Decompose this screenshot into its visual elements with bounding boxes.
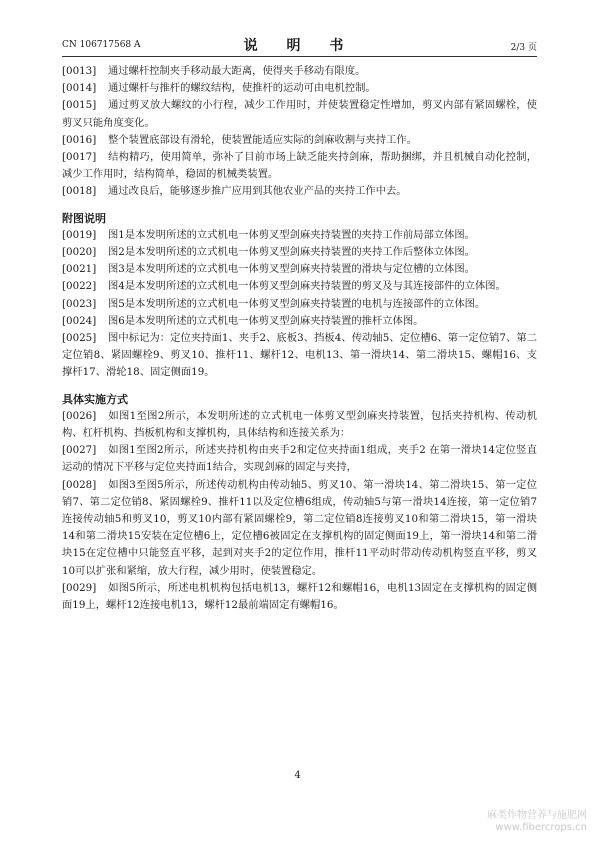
paragraph (62, 227, 537, 244)
paragraph-number: [0022] (62, 280, 97, 293)
paragraph-text: 图2是本发明所述的立式机电一体剪叉型剑麻夹持装置的夹持工作后整体立体图。 (108, 246, 475, 259)
paragraph-number: [0013] (62, 65, 97, 77)
section-heading-figures: 附图说明 (62, 211, 106, 225)
paragraph (62, 63, 537, 80)
paragraph-text: 如图5所示，所述电机机构包括电机13，螺杆12和螺帽16，电机13固定在支撑机构的固定侧面19上，螺杆12连接电机13，螺杆12最前端固定有螺帽16。 (62, 581, 537, 612)
paragraph-group-benefits (62, 63, 537, 201)
paragraph-number: [0015] (62, 99, 97, 112)
paragraph-number: [0023] (62, 297, 97, 310)
paragraph (62, 477, 537, 580)
paragraph-number: [0014] (62, 82, 97, 95)
paragraph-text: 图1是本发明所述的立式机电一体剪叉型剑麻夹持装置的夹持工作前局部立体图。 (108, 228, 475, 241)
paragraph-text: 整个装置底部设有滑轮，使装置能适应实际的剑麻收割与夹持工作。 (108, 133, 417, 146)
paragraph-number: [0019] (62, 228, 97, 241)
paragraph-text: 通过螺杆与推杆的螺纹结构，使推杆的运动可由电机控制。 (108, 82, 376, 95)
paragraph (62, 149, 537, 183)
paragraph-text: 图中标记为：定位夹持面1、夹手2、底板3、挡板4、传动轴5、定位槽6、第一定位销7、第二定位销8、紧固螺栓9、剪叉10、推杆11、螺杆12、电机13、第一滑块14、第二滑块15、螺帽16、支撑杆17、滑轮18、固定侧面19。 (62, 332, 537, 379)
page-number: 4 (294, 770, 301, 781)
paragraph-number: [0024] (62, 314, 97, 327)
paragraph-text: 如图1至图2所示，本发明所述的立式机电一体剪叉型剑麻夹持装置，包括夹持机构、传动机构、杠杆机构、挡板机构和支撑机构，具体结构和连接关系为： (62, 409, 537, 440)
watermark-site-name: 麻类作物营养与施肥网 (487, 810, 587, 821)
paragraph-number: [0026] (62, 409, 97, 422)
paragraph (62, 183, 537, 200)
page-of-indicator: 2/3 页 (510, 43, 537, 53)
paragraph-number: [0020] (62, 246, 97, 259)
paragraph-text: 如图1至图2所示，所述夹持机构由夹手2和定位夹持面1组成，夹手2 在第一滑块14定位竖直运动的情况下平移与定位夹持面1结合，实现剑麻的固定与夹持， (62, 444, 537, 474)
paragraph-text: 通过剪叉放大螺纹的小行程，减少工作用时，并使装置稳定性增加，剪叉内部有紧固螺栓，使剪叉只能角度变化。 (62, 99, 537, 129)
paragraph-number: [0027] (62, 444, 97, 457)
paragraph-group-figures (62, 227, 537, 382)
paragraph (62, 97, 537, 131)
section-heading-embodiment: 具体实施方式 (62, 392, 128, 406)
paragraph-number: [0016] (62, 133, 97, 146)
paragraph-number: [0025] (62, 332, 97, 345)
paragraph (62, 442, 537, 476)
paragraph (62, 244, 537, 261)
paragraph (62, 580, 537, 614)
paragraph-text: 图6是本发明所述的立式机电一体剪叉型剑麻夹持装置的推杆立体图。 (108, 314, 424, 327)
document-number: CN 106717568 A (62, 40, 141, 50)
site-watermark (487, 810, 587, 834)
document-title: 说 明 书 (243, 38, 356, 54)
paragraph (62, 261, 537, 278)
paragraph-text: 图3是本发明所述的立式机电一体剪叉型剑麻夹持装置的滑块与定位槽的立体图。 (108, 263, 475, 276)
paragraph (62, 313, 537, 330)
document-body (62, 63, 537, 614)
paragraph-text: 图4是本发明所述的立式机电一体剪叉型剑麻夹持装置的剪叉及与其连接部件的立体图。 (108, 280, 506, 293)
paragraph-number: [0017] (62, 151, 97, 164)
paragraph-number: [0018] (62, 185, 97, 198)
paragraph (62, 296, 537, 313)
paragraph (62, 80, 537, 97)
paragraph-text: 如图3至图5所示，所述传动机构由传动轴5、剪叉10、第一滑块14、第二滑块15、第一定位销7、第二定位销8、紧固螺栓9、推杆11以及定位槽6组成，传动轴5与第一滑块14连接，第一定位销7连接传动轴5和剪叉10，剪叉10内部有紧固螺栓9，第二定位销8连接剪叉10和第二滑块15，第一滑块14和第二滑块15安装在定位槽6上，定位槽6被固定在支撑机构的固定侧面19上，第一滑块14和第二滑块15在定位槽中只能竖直平移，起到对夹手2的定位作用，推杆11平动时带动传动机构竖直平移，剪叉10可以扩张和紧缩，放大行程，减少用时，使装置稳定。 (62, 478, 537, 577)
paragraph-text: 通过螺杆控制夹手移动最大距离，使得夹手移动有限度。 (108, 65, 366, 77)
paragraph-text: 图5是本发明所述的立式机电一体剪叉型剑麻夹持装置的电机与连接部件的立体图。 (108, 297, 486, 310)
paragraph-number: [0028] (62, 478, 97, 491)
paragraph-number: [0021] (62, 263, 97, 276)
paragraph-text: 通过改良后，能够逐步推广应用到其他农业产品的夹持工作中去。 (108, 185, 407, 198)
paragraph (62, 408, 537, 442)
paragraph-group-embodiment (62, 408, 537, 614)
paragraph (62, 132, 537, 149)
paragraph-number: [0029] (62, 581, 97, 594)
watermark-url: www.fibercrops.cn (495, 822, 587, 833)
paragraph (62, 278, 537, 295)
paragraph-text: 结构精巧，使用简单，弥补了目前市场上缺乏能夹持剑麻，帮助捆绑，并且机械自动化控制，减少工作用时，结构简单，稳固的机械类装置。 (62, 151, 537, 181)
paragraph (62, 330, 537, 382)
page-header (62, 34, 537, 57)
